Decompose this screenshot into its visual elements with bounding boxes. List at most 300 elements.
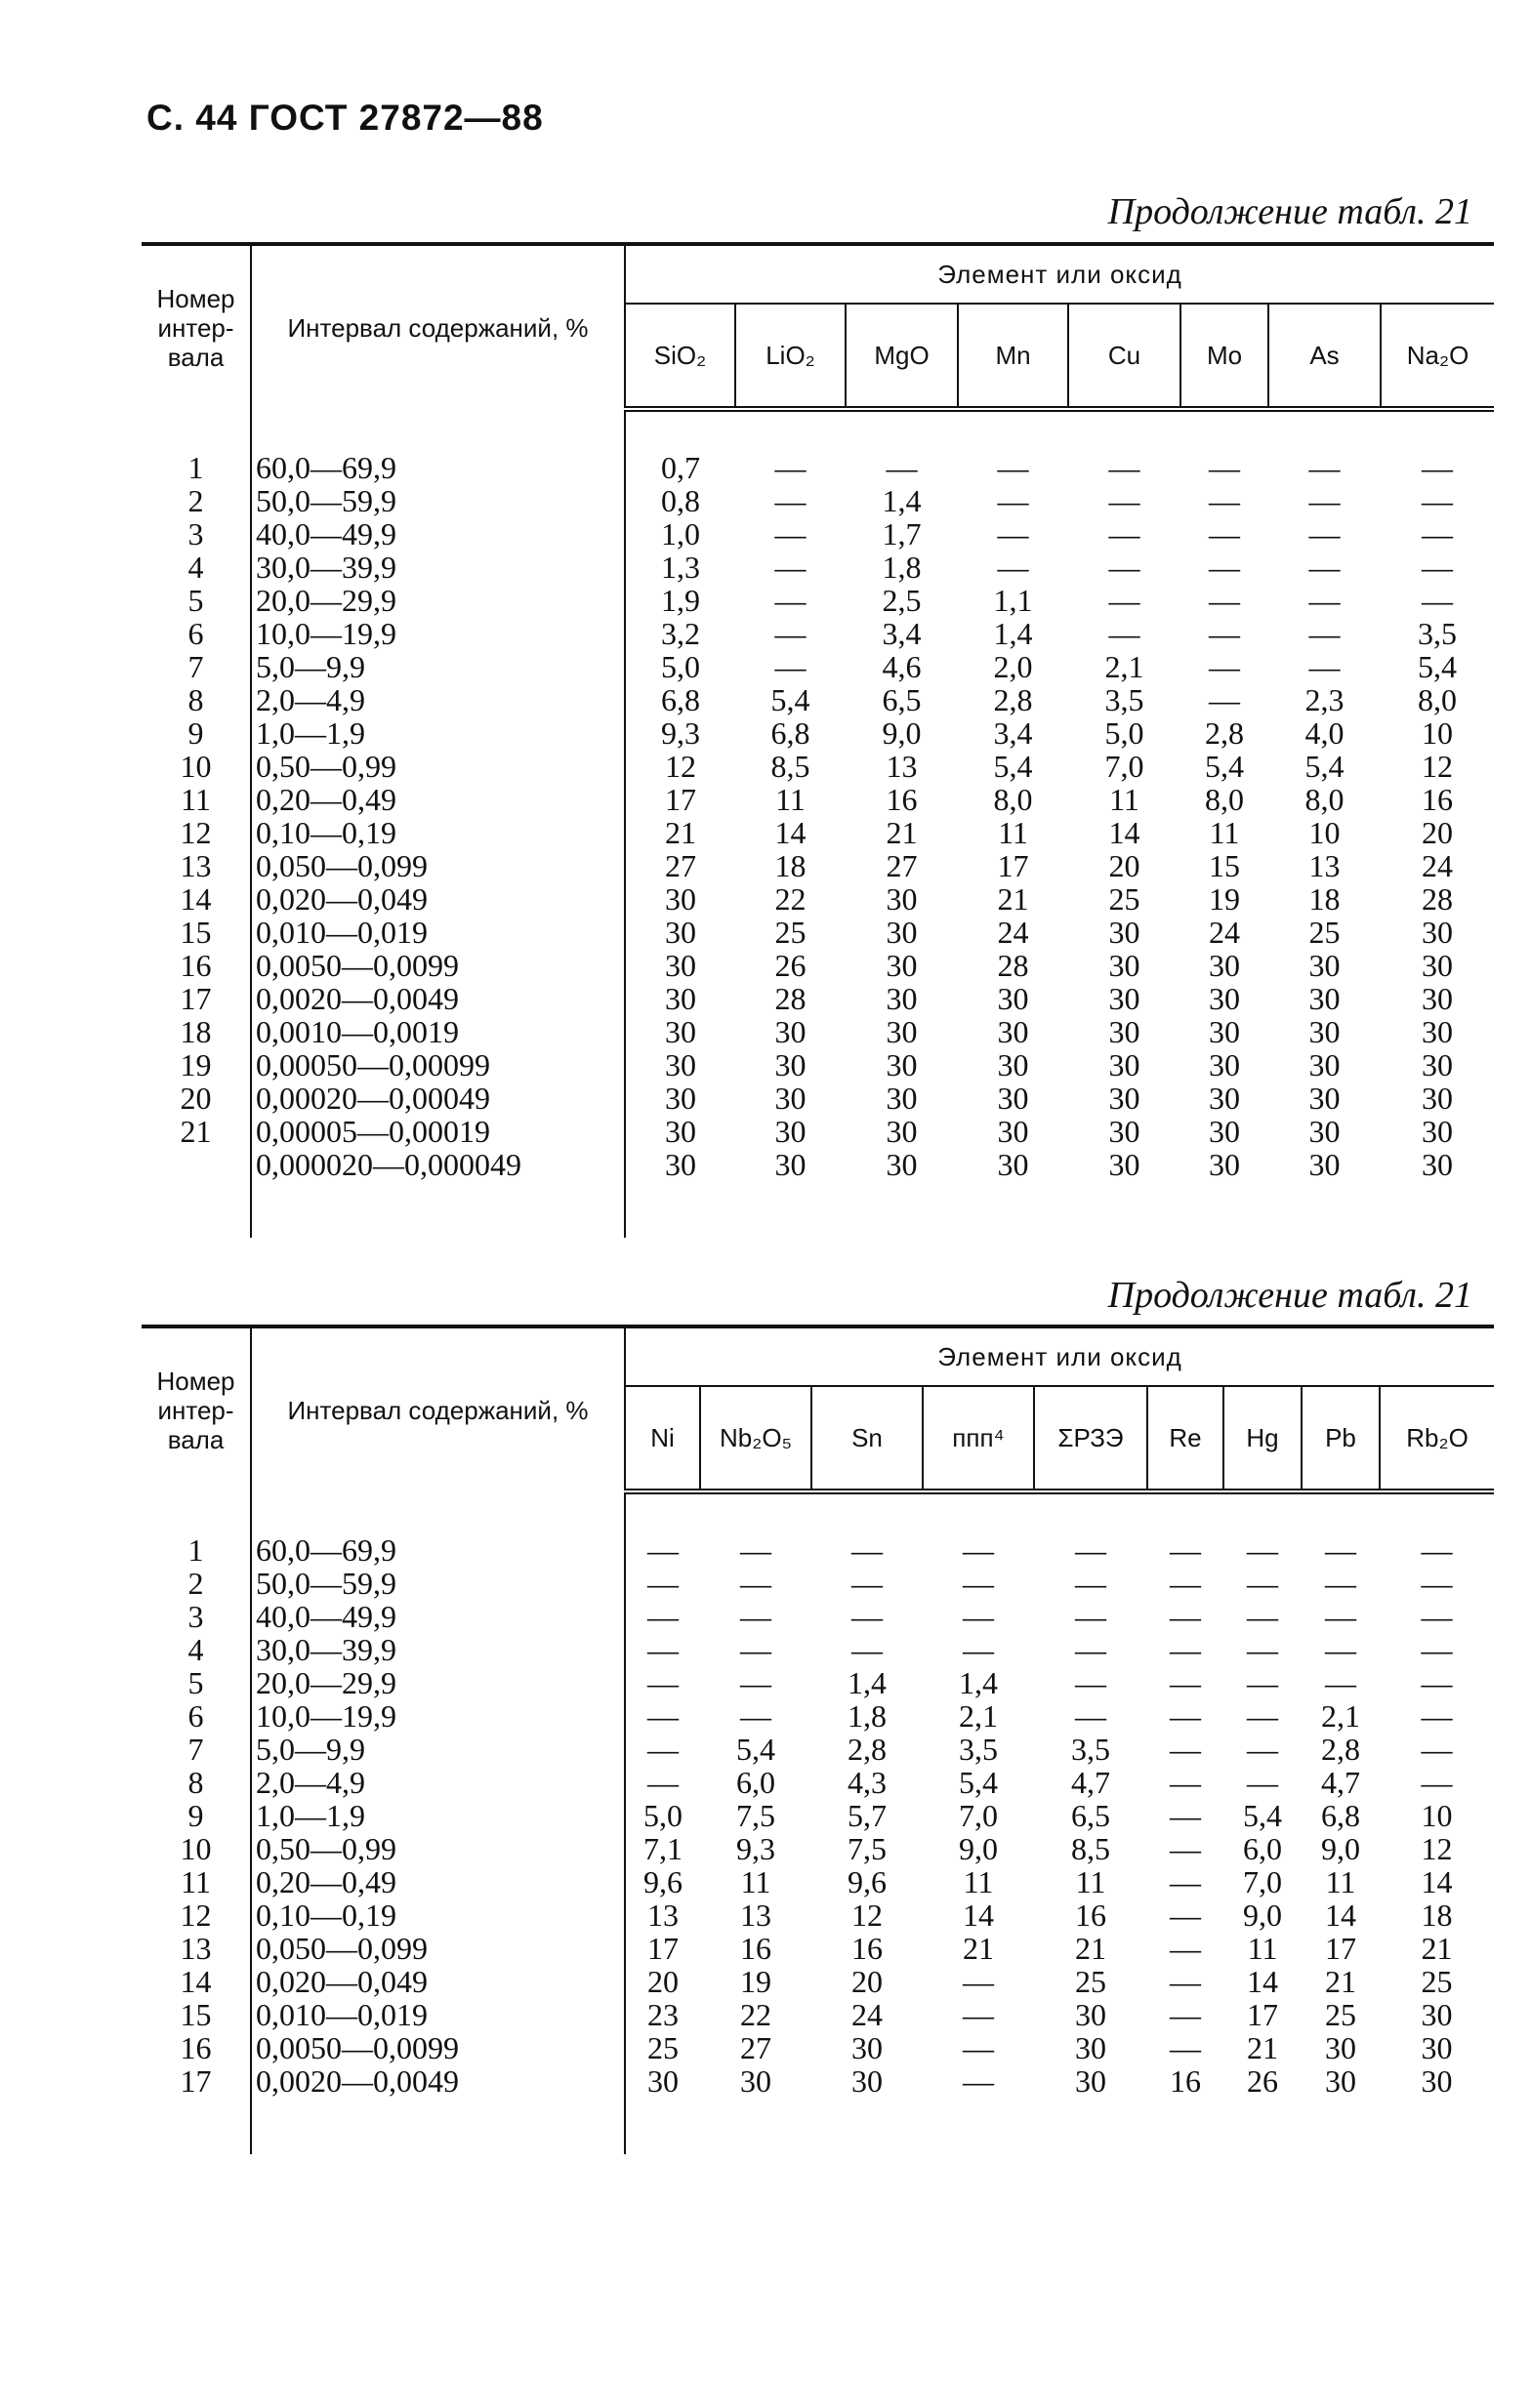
- content-range: 0,10—0,19: [251, 1898, 625, 1932]
- table-cell: 30: [886, 1047, 918, 1082]
- table-cell: 2,0: [993, 649, 1033, 684]
- table-cell: 30: [665, 1014, 696, 1049]
- table-cell: —: [774, 616, 807, 651]
- table-cell: 30: [774, 1014, 807, 1049]
- table-cell: 14: [1108, 815, 1140, 850]
- table-cell: 1,4: [882, 483, 922, 518]
- interval-number: 21: [142, 1115, 251, 1148]
- table-cell: 21: [886, 815, 918, 850]
- table-cell: 3,2: [661, 616, 700, 651]
- table-cell: 11: [775, 782, 806, 817]
- interval-number: 17: [142, 982, 251, 1015]
- table-cell: 5,7: [848, 1798, 887, 1833]
- table-cell: —: [1422, 516, 1454, 551]
- table-cell: 8,0: [1418, 682, 1458, 717]
- table-row: [142, 1998, 1494, 2031]
- table-cell: 27: [886, 848, 918, 883]
- table-cell: 5,4: [1205, 749, 1244, 784]
- table-cell: 22: [740, 1997, 771, 2032]
- table-cell: —: [1308, 450, 1341, 485]
- content-range: 0,0050—0,0099: [251, 2031, 625, 2064]
- table-cell: 20: [1422, 815, 1454, 850]
- table-cell: —: [647, 1632, 679, 1667]
- content-range: 60,0—69,9: [251, 451, 625, 484]
- content-range: 10,0—19,9: [251, 1699, 625, 1733]
- table-cell: —: [647, 1698, 679, 1734]
- table-cell: —: [774, 583, 807, 618]
- table-cell: 1,1: [993, 583, 1033, 618]
- table-row: [142, 1733, 1494, 1766]
- table-cell: —: [647, 1566, 679, 1601]
- table-cell: 18: [774, 848, 807, 883]
- table-cell: —: [1422, 583, 1454, 618]
- table-cell: 12: [851, 1898, 883, 1933]
- interval-number: 12: [142, 816, 251, 849]
- table-cell: —: [740, 1532, 771, 1568]
- interval-number: 6: [142, 1699, 251, 1733]
- content-range: 0,010—0,019: [251, 1998, 625, 2031]
- table-cell: 21: [963, 1931, 994, 1966]
- table-row: [142, 750, 1494, 783]
- table-cell: 7,0: [1104, 749, 1144, 784]
- table-row: [142, 1898, 1494, 1932]
- interval-number: 11: [142, 783, 251, 816]
- table-cell: —: [1308, 516, 1341, 551]
- table-cell: —: [1308, 649, 1341, 684]
- table-cell: 24: [1422, 848, 1454, 883]
- table-cell: 14: [963, 1898, 994, 1933]
- table-cell: —: [1421, 1698, 1453, 1734]
- table-cell: —: [1421, 1632, 1453, 1667]
- table-cell: 1,4: [959, 1665, 998, 1700]
- table-cell: 9,0: [1243, 1898, 1282, 1933]
- table-cell: 6,5: [1071, 1798, 1110, 1833]
- column-header-element: Mo: [1180, 304, 1268, 409]
- table-cell: 11: [1075, 1864, 1106, 1899]
- table-row: [142, 1633, 1494, 1666]
- table-cell: 30: [1422, 1014, 1454, 1049]
- table-cell: 9,6: [848, 1864, 887, 1899]
- table-cell: —: [647, 1532, 679, 1568]
- table-cell: 30: [997, 981, 1029, 1016]
- column-group-header: Элемент или оксид: [625, 1326, 1494, 1386]
- table-cell: 7,1: [643, 1831, 683, 1866]
- table-cell: 5,4: [1243, 1798, 1282, 1833]
- content-range: 20,0—29,9: [251, 1666, 625, 1699]
- table-cell: 13: [886, 749, 918, 784]
- table-cell: 3,5: [959, 1732, 998, 1767]
- table-cell: 1,7: [882, 516, 922, 551]
- interval-number: 7: [142, 650, 251, 683]
- table-cell: 10: [1422, 715, 1454, 751]
- table-cell: 6,8: [661, 682, 700, 717]
- table-cell: 8,0: [1304, 782, 1345, 817]
- table-cell: 30: [1422, 948, 1454, 983]
- table-cell: —: [1325, 1566, 1356, 1601]
- column-header-element: Pb: [1302, 1386, 1380, 1491]
- table-row: [142, 1115, 1494, 1148]
- content-range: 0,0020—0,0049: [251, 2064, 625, 2098]
- table-cell: 30: [1308, 948, 1341, 983]
- table-cell: 8,0: [993, 782, 1033, 817]
- table-cell: 30: [665, 1047, 696, 1082]
- table-cell: —: [1170, 1599, 1201, 1634]
- table-cell: 21: [1247, 2030, 1278, 2065]
- table-cell: 30: [1325, 2063, 1356, 2099]
- table-cell: 30: [1421, 1997, 1453, 2032]
- table-cell: 30: [886, 981, 918, 1016]
- column-header-interval-number: Номер интер-вала: [142, 244, 251, 409]
- table-cell: 30: [886, 1147, 918, 1182]
- interval-number: 13: [142, 849, 251, 882]
- table-cell: —: [1170, 1632, 1201, 1667]
- table-row: [142, 949, 1494, 982]
- table-cell: 30: [997, 1114, 1029, 1149]
- table-cell: —: [1421, 1532, 1453, 1568]
- interval-number: 15: [142, 1998, 251, 2031]
- table-cell: —: [1308, 616, 1341, 651]
- table-row: [142, 2031, 1494, 2064]
- column-header-element: SiO₂: [625, 304, 735, 409]
- interval-number: 7: [142, 1733, 251, 1766]
- table-cell: 24: [1209, 915, 1240, 950]
- interval-number: 3: [142, 517, 251, 551]
- interval-number: 10: [142, 750, 251, 783]
- table-cell: —: [1247, 1532, 1278, 1568]
- content-range: 60,0—69,9: [251, 1533, 625, 1567]
- table-cell: 14: [1247, 1964, 1278, 1999]
- table-cell: 22: [774, 881, 807, 917]
- column-header-content-range: Интервал содержаний, %: [251, 244, 625, 409]
- table-cell: 9,6: [643, 1864, 683, 1899]
- table-cell: 1,4: [848, 1665, 887, 1700]
- table-cell: —: [1308, 550, 1341, 585]
- table-cell: 17: [997, 848, 1029, 883]
- table-cell: 30: [1108, 1047, 1140, 1082]
- table-cell: 13: [1308, 848, 1341, 883]
- table-cell: 2,8: [993, 682, 1033, 717]
- content-range: 50,0—59,9: [251, 1567, 625, 1600]
- column-group-header: Элемент или оксид: [625, 244, 1494, 304]
- table-cell: 9,3: [661, 715, 700, 751]
- table-cell: 30: [1209, 948, 1240, 983]
- table-cell: —: [1325, 1665, 1356, 1700]
- table-cell: 30: [1422, 1047, 1454, 1082]
- interval-number: 18: [142, 1015, 251, 1048]
- table-cell: 30: [1421, 2030, 1453, 2065]
- table-cell: 30: [774, 1081, 807, 1116]
- table-cell: 6,0: [1243, 1831, 1282, 1866]
- table-cell: —: [1325, 1632, 1356, 1667]
- table-row: [142, 716, 1494, 750]
- table-cell: 30: [886, 1014, 918, 1049]
- table-cell: 6,8: [1321, 1798, 1360, 1833]
- table-cell: 23: [647, 1997, 679, 2032]
- table-cell: 5,4: [959, 1765, 998, 1800]
- table-cell: —: [963, 1532, 994, 1568]
- interval-number: 14: [142, 882, 251, 916]
- interval-number: 15: [142, 916, 251, 949]
- table-cell: —: [774, 450, 807, 485]
- table-cell: —: [1209, 516, 1240, 551]
- table-cell: 20: [851, 1964, 883, 1999]
- table-cell: 30: [665, 1114, 696, 1149]
- content-range: 40,0—49,9: [251, 517, 625, 551]
- table-cell: 9,3: [736, 1831, 775, 1866]
- column-header-element: Hg: [1223, 1386, 1302, 1491]
- table-cell: 5,4: [770, 682, 810, 717]
- table-row: [142, 783, 1494, 816]
- interval-number: 13: [142, 1932, 251, 1965]
- table-cell: 25: [647, 2030, 679, 2065]
- table-cell: 21: [1421, 1931, 1453, 1966]
- content-range: 0,0010—0,0019: [251, 1015, 625, 1048]
- table-cell: 30: [851, 2063, 883, 2099]
- table-row: [142, 816, 1494, 849]
- table-cell: 30: [1422, 1081, 1454, 1116]
- table-cell: 30: [997, 1147, 1029, 1182]
- table-cell: —: [1421, 1665, 1453, 1700]
- interval-number: 3: [142, 1600, 251, 1633]
- table-cell: 10: [1421, 1798, 1453, 1833]
- table-cell: 30: [665, 915, 696, 950]
- content-range: 0,010—0,019: [251, 916, 625, 949]
- table-cell: 2,3: [1304, 682, 1345, 717]
- content-range: 0,020—0,049: [251, 882, 625, 916]
- table-cell: —: [1170, 1898, 1201, 1933]
- table-cell: 1,0: [661, 516, 700, 551]
- content-range: 5,0—9,9: [251, 1733, 625, 1766]
- content-range: 20,0—29,9: [251, 584, 625, 617]
- table-cell: —: [886, 450, 918, 485]
- table-cell: —: [1209, 583, 1240, 618]
- table-cell: 12: [1421, 1831, 1453, 1866]
- table-cell: 30: [1308, 1147, 1341, 1182]
- table-cell: —: [1170, 1798, 1201, 1833]
- table-cell: —: [774, 483, 807, 518]
- content-range: 2,0—4,9: [251, 683, 625, 716]
- table-cell: —: [1108, 516, 1140, 551]
- column-header-element: ΣРЗЭ: [1034, 1386, 1147, 1491]
- table-cell: —: [1170, 1964, 1201, 1999]
- table-cell: —: [1247, 1765, 1278, 1800]
- interval-number: 8: [142, 683, 251, 716]
- table-cell: 7,0: [959, 1798, 998, 1833]
- interval-number: 17: [142, 2064, 251, 2098]
- table-cell: 25: [1108, 881, 1140, 917]
- table-cell: —: [963, 1599, 994, 1634]
- table-cell: 5,4: [736, 1732, 775, 1767]
- table-cell: 2,8: [1205, 715, 1244, 751]
- table-cell: —: [1075, 1532, 1106, 1568]
- interval-number: 14: [142, 1965, 251, 1998]
- table-cell: 30: [1209, 1014, 1240, 1049]
- table-cell: —: [1308, 483, 1341, 518]
- interval-number: 4: [142, 1633, 251, 1666]
- table-cell: —: [740, 1665, 771, 1700]
- table-cell: 0,8: [661, 483, 700, 518]
- table-row: [142, 849, 1494, 882]
- table-cell: 3,5: [1071, 1732, 1110, 1767]
- table-row: [142, 584, 1494, 617]
- table-cell: 30: [886, 915, 918, 950]
- table-cell: 30: [1209, 1081, 1240, 1116]
- column-header-element: As: [1268, 304, 1381, 409]
- table-row: [142, 982, 1494, 1015]
- table-cell: 1,4: [993, 616, 1033, 651]
- interval-number: 1: [142, 451, 251, 484]
- content-range: 0,0020—0,0049: [251, 982, 625, 1015]
- table-cell: 3,4: [882, 616, 922, 651]
- table-cell: 2,8: [1321, 1732, 1360, 1767]
- content-range: 0,20—0,49: [251, 783, 625, 816]
- interval-number: 12: [142, 1898, 251, 1932]
- table-cell: —: [1170, 1864, 1201, 1899]
- table-cell: 30: [886, 948, 918, 983]
- table-row: [142, 1082, 1494, 1115]
- table-row: [142, 1766, 1494, 1799]
- table-row: [142, 484, 1494, 517]
- table-cell: —: [963, 1566, 994, 1601]
- table-cell: 30: [1422, 981, 1454, 1016]
- table-cell: 5,0: [661, 649, 700, 684]
- content-range: 1,0—1,9: [251, 1799, 625, 1832]
- table-cell: 27: [740, 2030, 771, 2065]
- table-cell: 27: [665, 848, 696, 883]
- table-cell: 30: [774, 1147, 807, 1182]
- table-cell: 30: [774, 1047, 807, 1082]
- table-row: [142, 916, 1494, 949]
- table-cell: —: [1421, 1732, 1453, 1767]
- table-cell: 30: [1108, 1014, 1140, 1049]
- table-cell: 19: [740, 1964, 771, 1999]
- table-cell: 10: [1308, 815, 1341, 850]
- table-cell: 13: [647, 1898, 679, 1933]
- table-cell: —: [851, 1632, 883, 1667]
- table-cell: 28: [1422, 881, 1454, 917]
- content-range: 0,50—0,99: [251, 750, 625, 783]
- table-row: [142, 517, 1494, 551]
- table-cell: 30: [1075, 1997, 1106, 2032]
- table-cell: —: [1170, 1931, 1201, 1966]
- table-cell: —: [963, 1632, 994, 1667]
- table-cell: 30: [665, 881, 696, 917]
- interval-number: 16: [142, 949, 251, 982]
- table-row: [142, 1699, 1494, 1733]
- table-cell: —: [997, 450, 1029, 485]
- table-cell: 30: [1209, 981, 1240, 1016]
- table-cell: 14: [1421, 1864, 1453, 1899]
- table-cell: —: [1308, 583, 1341, 618]
- content-range: 0,00005—0,00019: [251, 1115, 625, 1148]
- table-cell: —: [997, 516, 1029, 551]
- table-cell: —: [1247, 1566, 1278, 1601]
- table-cell: 4,7: [1071, 1765, 1110, 1800]
- table-cell: 8,5: [770, 749, 810, 784]
- table-cell: 9,0: [882, 715, 922, 751]
- table-cell: 30: [740, 2063, 771, 2099]
- table-cell: —: [1170, 2030, 1201, 2065]
- table-cell: 28: [774, 981, 807, 1016]
- table-cell: —: [1075, 1566, 1106, 1601]
- table-cell: —: [1421, 1599, 1453, 1634]
- table-cell: 2,1: [959, 1698, 998, 1734]
- column-header-element: Cu: [1068, 304, 1180, 409]
- table-cell: —: [774, 516, 807, 551]
- table-cell: —: [647, 1765, 679, 1800]
- table-row: [142, 1666, 1494, 1699]
- table-cell: —: [1170, 1532, 1201, 1568]
- table-cell: 12: [665, 749, 696, 784]
- table-cell: 26: [1247, 2063, 1278, 2099]
- table-cell: —: [1170, 1997, 1201, 2032]
- table-cell: —: [647, 1665, 679, 1700]
- interval-number: 2: [142, 1567, 251, 1600]
- table-cell: 28: [997, 948, 1029, 983]
- table-row: [142, 1533, 1494, 1567]
- table-cell: —: [774, 550, 807, 585]
- table-cell: 2,8: [848, 1732, 887, 1767]
- table-cell: 30: [1108, 948, 1140, 983]
- column-header-element: Nb₂O₅: [700, 1386, 811, 1491]
- table-2: [142, 1325, 1494, 2154]
- interval-number: 5: [142, 584, 251, 617]
- table-cell: 14: [1325, 1898, 1356, 1933]
- table-row: [142, 1148, 1494, 1181]
- table-cell: 30: [665, 1147, 696, 1182]
- table-cell: —: [1421, 1765, 1453, 1800]
- table-cell: 6,8: [770, 715, 810, 751]
- content-range: 40,0—49,9: [251, 1600, 625, 1633]
- table-1: [142, 242, 1494, 1238]
- table-cell: 30: [1209, 1147, 1240, 1182]
- table-row: [142, 1048, 1494, 1082]
- table-cell: —: [1421, 1566, 1453, 1601]
- interval-number: 16: [142, 2031, 251, 2064]
- table-cell: 14: [774, 815, 807, 850]
- table-row: [142, 551, 1494, 584]
- table-cell: 6,5: [882, 682, 922, 717]
- table-cell: —: [1247, 1732, 1278, 1767]
- table-row: [142, 451, 1494, 484]
- table-cell: 9,0: [1321, 1831, 1360, 1866]
- content-range: 50,0—59,9: [251, 484, 625, 517]
- table-cell: —: [1108, 616, 1140, 651]
- table-cell: 11: [963, 1864, 994, 1899]
- content-range: 30,0—39,9: [251, 1633, 625, 1666]
- table-cell: —: [851, 1566, 883, 1601]
- table-cell: 30: [1308, 1047, 1341, 1082]
- table-cell: —: [1247, 1632, 1278, 1667]
- table-cell: —: [1209, 550, 1240, 585]
- table-row: [142, 1799, 1494, 1832]
- table-cell: 30: [1308, 1081, 1341, 1116]
- table-cell: 30: [665, 981, 696, 1016]
- table-cell: 17: [647, 1931, 679, 1966]
- table-cell: 6,0: [736, 1765, 775, 1800]
- table-cell: 30: [1108, 915, 1140, 950]
- table-cell: —: [997, 550, 1029, 585]
- table-cell: 30: [1209, 1047, 1240, 1082]
- table-cell: 1,8: [848, 1698, 887, 1734]
- table-cell: —: [647, 1599, 679, 1634]
- table-cell: 20: [1108, 848, 1140, 883]
- table-cell: —: [1075, 1599, 1106, 1634]
- interval-number: 4: [142, 551, 251, 584]
- interval-number: 5: [142, 1666, 251, 1699]
- table-cell: 1,3: [661, 550, 700, 585]
- interval-number: 8: [142, 1766, 251, 1799]
